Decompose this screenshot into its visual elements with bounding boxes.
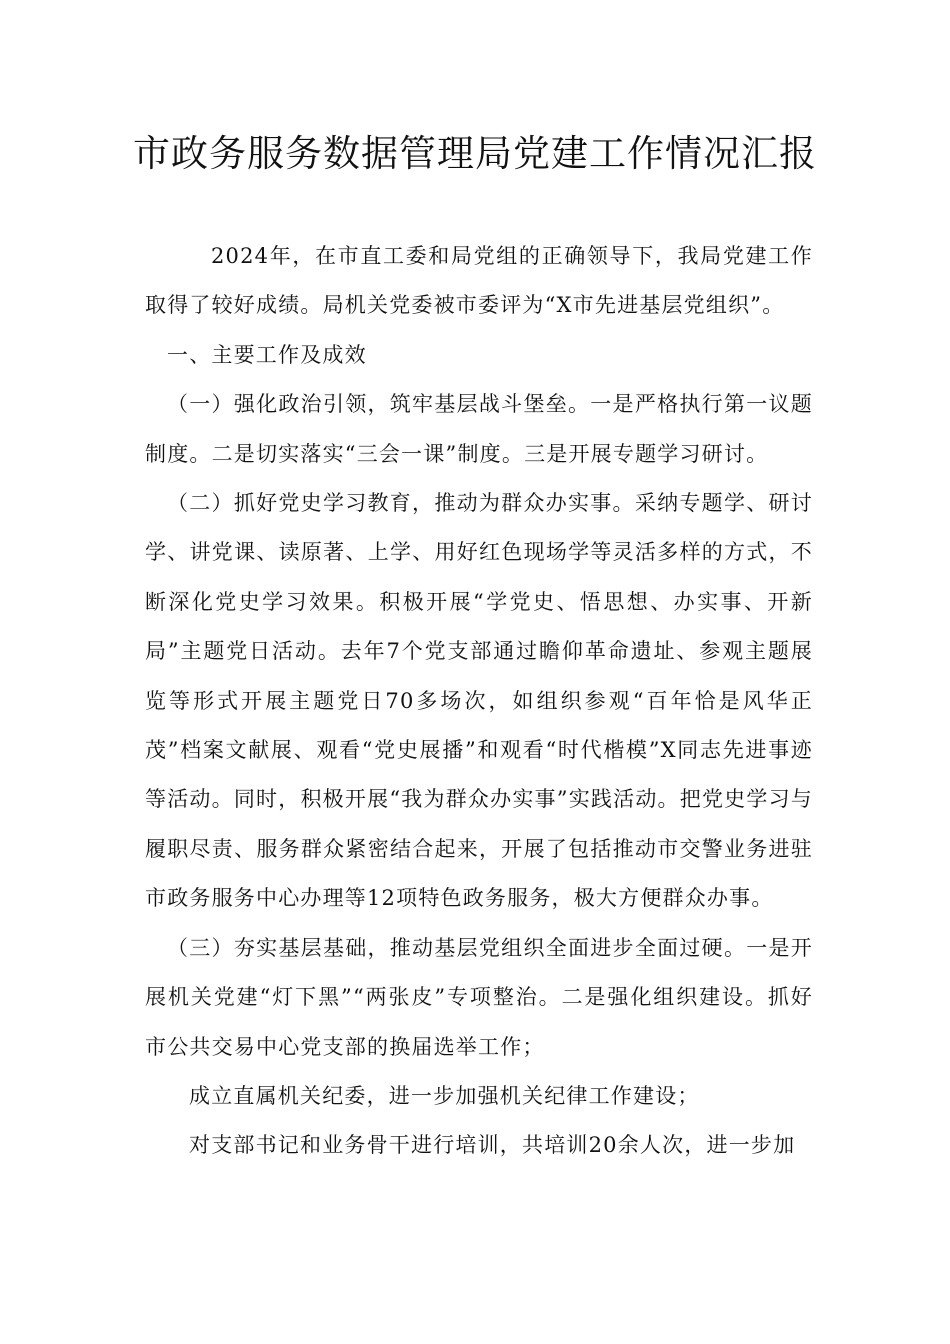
- body-paragraph: 对支部书记和业务骨干进行培训，共培训20余人次，进一步加: [189, 1133, 796, 1158]
- subsection-3-paragraph: （三）夯实基层基础，推动基层党组织全面进步全面过硬。一是开展机关党建“灯下黑”“两张皮”专项整治。二是强化组织建设。抓好市公共交易中心党支部的换届选举工作；: [145, 935, 813, 1059]
- section-heading: 一、主要工作及成效: [167, 342, 367, 367]
- subsection-1-paragraph: （一）强化政治引领，筑牢基层战斗堡垒。一是严格执行第一议题制度。二是切实落实“三会一课”制度。三是开展专题学习研讨。: [145, 392, 813, 466]
- document-title: 市政务服务数据管理局党建工作情况汇报: [133, 132, 817, 175]
- body-paragraph: 成立直属机关纪委，进一步加强机关纪律工作建设；: [189, 1083, 700, 1108]
- intro-paragraph: 2024年，在市直工委和局党组的正确领导下，我局党建工作取得了较好成绩。局机关党委被市委评为“X市先进基层党组织”。: [145, 244, 813, 318]
- subsection-2-paragraph: （二）抓好党史学习教育，推动为群众办实事。采纳专题学、研讨学、讲党课、读原著、上学、用好红色现场学等灵活多样的方式，不断深化党史学习效果。积极开展“学党史、悟思想、办实事、开新局”主题党日活动。去年7个党支部通过瞻仰革命遗址、参观主题展览等形式开展主题党日70多场次，如组织参观“百年恰是风华正茂”档案文献展、观看“党史展播”和观看“时代楷模”X同志先进事迹等活动。同时，积极开展“我为群众办实事”实践活动。把党史学习与履职尽责、服务群众紧密结合起来，开展了包括推动市交警业务进驻市政务服务中心办理等12项特色政务服务，极大方便群众办事。: [145, 491, 813, 911]
- document-body: [145, 232, 813, 1171]
